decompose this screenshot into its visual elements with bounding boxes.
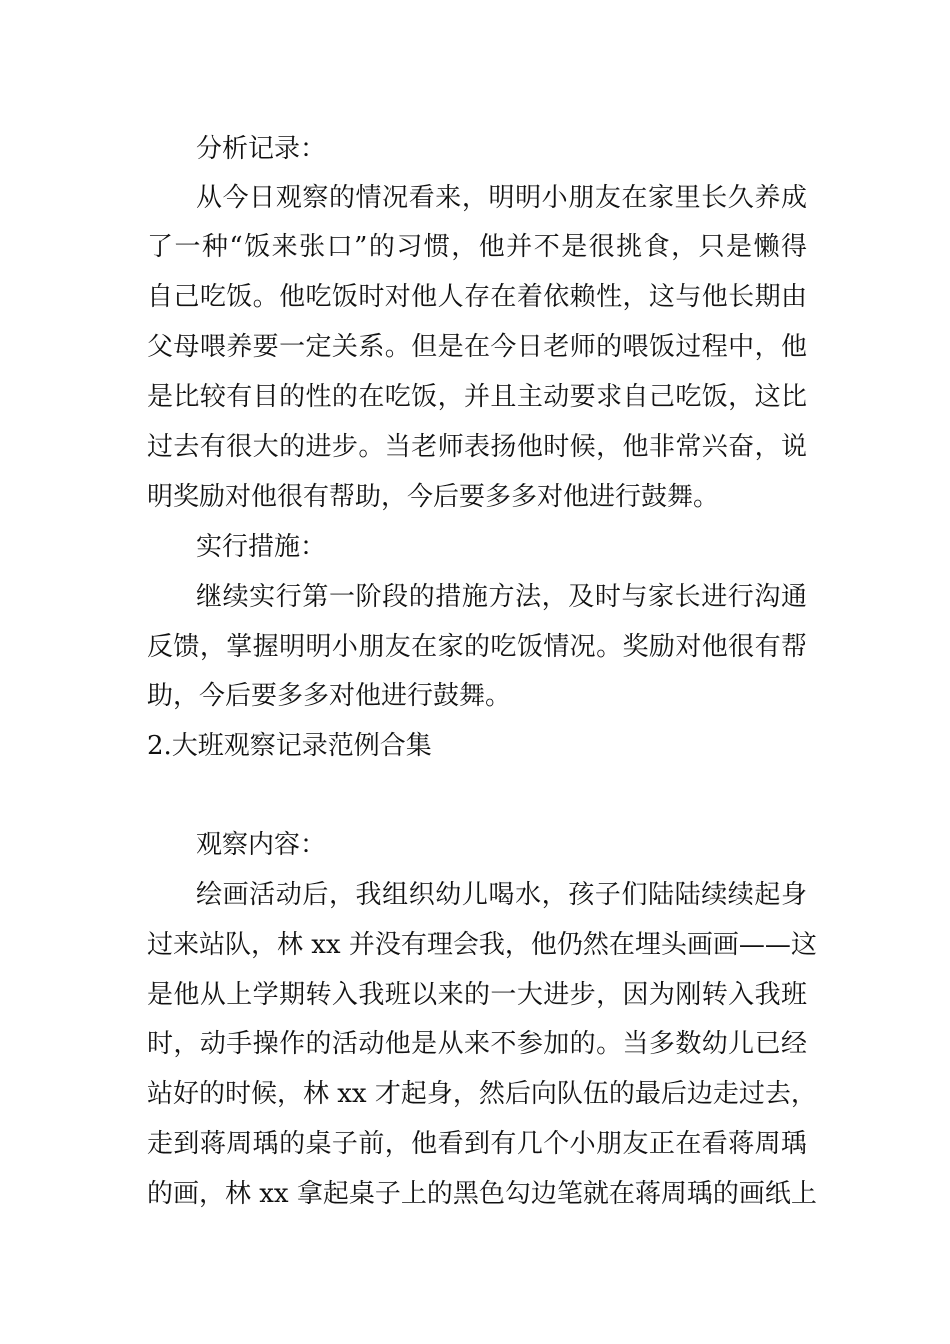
section-heading-observation: 观察内容：	[196, 830, 327, 860]
paragraph-line: 从今日观察的情况看来，明明小朋友在家里长久养成	[196, 183, 807, 213]
paragraph-line: 过去有很大的进步。当老师表扬他时候，他非常兴奋，说	[147, 432, 807, 462]
section-title: 2.大班观察记录范例合集	[147, 731, 432, 761]
section-heading-analysis: 分析记录：	[196, 134, 327, 164]
paragraph-line: 时，动手操作的活动他是从来不参加的。当多数幼儿已经	[147, 1029, 807, 1059]
paragraph-line: 过来站队，林 xx 并没有理会我，他仍然在埋头画画——这	[147, 930, 817, 960]
paragraph-line: 站好的时候，林 xx 才起身，然后向队伍的最后边走过去，	[147, 1079, 817, 1109]
paragraph-line: 的画，林 xx 拿起桌子上的黑色勾边笔就在蒋周瑀的画纸上	[147, 1179, 817, 1209]
paragraph-line: 父母喂养要一定关系。但是在今日老师的喂饭过程中，他	[147, 332, 807, 362]
paragraph-line: 继续实行第一阶段的措施方法，及时与家长进行沟通	[196, 582, 807, 612]
paragraph-line: 助，今后要多多对他进行鼓舞。	[147, 681, 512, 711]
paragraph-line: 反馈，掌握明明小朋友在家的吃饭情况。奖励对他很有帮	[147, 632, 807, 662]
paragraph-line: 走到蒋周瑀的桌子前，他看到有几个小朋友正在看蒋周瑀	[147, 1129, 807, 1159]
paragraph-line: 绘画活动后，我组织幼儿喝水，孩子们陆陆续续起身	[196, 880, 807, 910]
paragraph-line: 是比较有目的性的在吃饭，并且主动要求自己吃饭，这比	[147, 382, 807, 412]
section-heading-measures: 实行措施：	[196, 532, 327, 562]
paragraph-line: 是他从上学期转入我班以来的一大进步，因为刚转入我班	[147, 980, 807, 1010]
paragraph-line: 明奖励对他很有帮助，今后要多多对他进行鼓舞。	[147, 482, 720, 512]
paragraph-line: 了一种“饭来张口”的习惯，他并不是很挑食，只是懒得	[147, 232, 807, 262]
paragraph-line: 自己吃饭。他吃饭时对他人存在着依赖性，这与他长期由	[147, 282, 807, 312]
